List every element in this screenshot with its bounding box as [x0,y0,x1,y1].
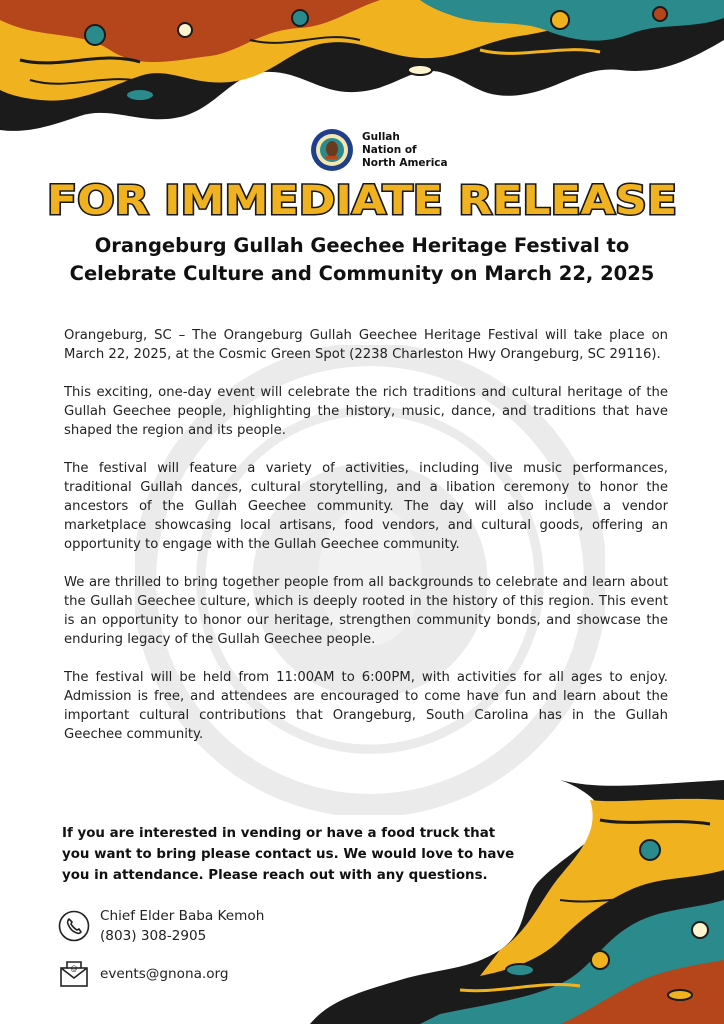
press-release-body [64,326,668,763]
call-to-action: If you are interested in vending or have a food truck that you want to bring please contact us. We would love to have you in attendance. Please reach out with any questions. [62,826,515,883]
email-icon [58,958,90,990]
paragraph-activities: The festival will feature a variety of activities, including live music performances, traditional Gullah dances, cultural storytelling, and a libation ceremony to honor the ancestors of the Gullah Geechee community. The day will also include a vendor marketplace showcasing local artisans, food vendors, and cultural goods, offering an opportunity to engage with the Gullah Geechee community. [64,461,668,552]
phone-icon [58,910,90,942]
org-line-3: North America [362,156,448,169]
paragraph-schedule: The festival will be held from 11:00AM to 6:00PM, with activities for all ages to enjoy. Admission is free, and attendees are encouraged to come have fun and learn about the important cultural contributions that Orangeburg, South Carolina has in the Gullah Geechee community. [64,670,668,742]
svg-text:@: @ [70,965,78,973]
organization-name [362,131,448,170]
press-release-title: Orangeburg Gullah Geechee Heritage Festival to Celebrate Culture and Community on March 22, 2025 [69,234,655,285]
organization-logo [310,128,448,172]
paragraph-location: Orangeburg, SC – The Orangeburg Gullah Geechee Heritage Festival will take place on March 22, 2025, at the Cosmic Green Spot (2238 Charleston Hwy Orangeburg, SC 29116). [64,328,668,362]
contact-email-address[interactable]: events@gnona.org [100,966,229,982]
paragraph-invitation: We are thrilled to bring together people from all backgrounds to celebrate and learn about the Gullah Geechee culture, which is deeply rooted in the history of this region. This event is an opportunity to honor our heritage, strengthen community bonds, and showcase the enduring legacy of the Gullah Geechee people. [64,575,668,647]
top-decorative-pattern [0,0,724,135]
contact-email [58,958,229,990]
org-line-2: Nation of [362,143,417,156]
headline: FOR IMMEDIATE RELEASE [47,178,677,224]
gullah-nation-seal-icon [310,128,354,172]
paragraph-event-overview: This exciting, one-day event will celebrate the rich traditions and cultural heritage of the Gullah Geechee people, highlighting the history, music, dance, and traditions that have shaped the region and its people. [64,385,668,438]
contact-name: Chief Elder Baba Kemoh [100,908,265,924]
headline-banner [0,170,724,230]
contact-phone [58,906,264,946]
org-line-1: Gullah [362,130,400,143]
contact-phone-number[interactable]: (803) 308-2905 [100,928,207,944]
